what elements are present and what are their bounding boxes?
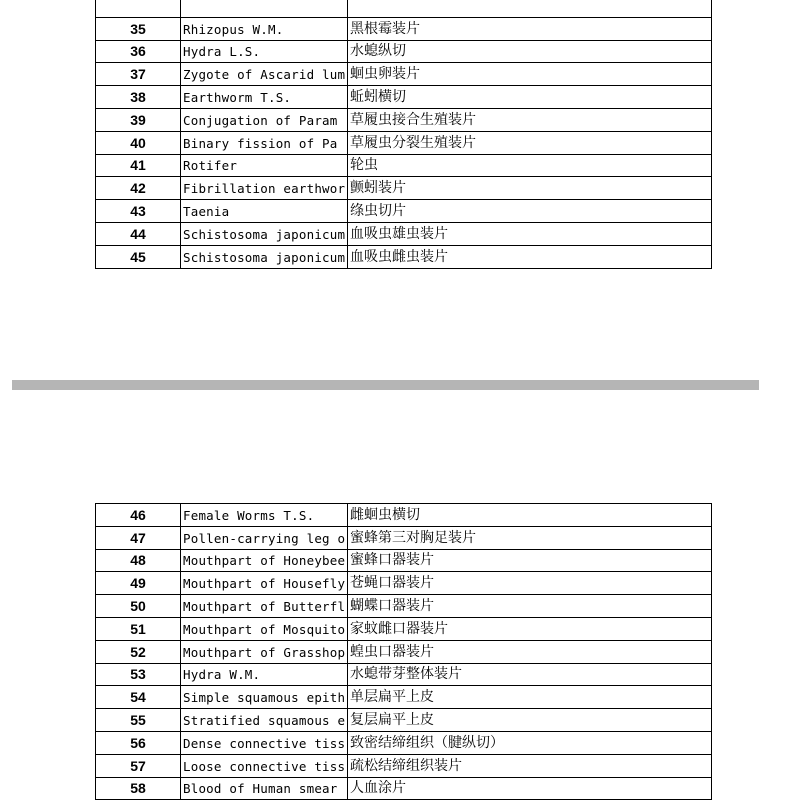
table-row: [96, 504, 712, 527]
row-number: 49: [96, 572, 181, 595]
table-row: [96, 709, 712, 732]
specimen-table-top: [95, 0, 712, 269]
english-name: Zygote of Ascarid lum: [181, 63, 348, 86]
row-number: 40: [96, 131, 181, 154]
row-number: 48: [96, 549, 181, 572]
table-row: [96, 177, 712, 200]
english-name: Mouthpart of Housefly: [181, 572, 348, 595]
english-name: Stratified squamous e: [181, 709, 348, 732]
row-number: 52: [96, 640, 181, 663]
row-number: 43: [96, 200, 181, 223]
english-name: Earthworm T.S.: [181, 86, 348, 109]
specimen-table-bottom: [95, 503, 712, 800]
divider-bar: [12, 380, 759, 390]
chinese-name: 绦虫切片: [348, 200, 712, 223]
row-number: 53: [96, 663, 181, 686]
english-name: Mouthpart of Grasshop: [181, 640, 348, 663]
table-body: [96, 504, 712, 800]
row-number: 39: [96, 108, 181, 131]
row-number: 41: [96, 154, 181, 177]
table-row: [96, 526, 712, 549]
row-number: 56: [96, 731, 181, 754]
chinese-name: 苍蝇口器装片: [348, 572, 712, 595]
table-body: [96, 0, 712, 268]
english-name: Schistosoma japonicum: [181, 222, 348, 245]
chinese-name: 蜜蜂口器装片: [348, 549, 712, 572]
english-name: Dense connective tiss: [181, 731, 348, 754]
table-row: [96, 640, 712, 663]
table-row: [96, 617, 712, 640]
table-row: [96, 222, 712, 245]
chinese-name: 人血涂片: [348, 777, 712, 800]
table-row: [96, 131, 712, 154]
row-number: 35: [96, 17, 181, 40]
english-name: Mouthpart of Honeybee: [181, 549, 348, 572]
chinese-name: [348, 0, 712, 17]
chinese-name: 轮虫: [348, 154, 712, 177]
table-row: [96, 86, 712, 109]
english-name: Taenia: [181, 200, 348, 223]
chinese-name: 水螅纵切: [348, 40, 712, 63]
english-name: Hydra L.S.: [181, 40, 348, 63]
table-row: [96, 63, 712, 86]
table-row: [96, 777, 712, 800]
english-name: Fibrillation earthwor: [181, 177, 348, 200]
row-number: 54: [96, 686, 181, 709]
chinese-name: 草履虫接合生殖装片: [348, 108, 712, 131]
row-number: 36: [96, 40, 181, 63]
chinese-name: 颤蚓装片: [348, 177, 712, 200]
row-number: 47: [96, 526, 181, 549]
table-row: [96, 686, 712, 709]
chinese-name: 单层扁平上皮: [348, 686, 712, 709]
chinese-name: 家蚊雌口器装片: [348, 617, 712, 640]
row-number: 37: [96, 63, 181, 86]
english-name: Female Worms T.S.: [181, 504, 348, 527]
chinese-name: 血吸虫雄虫装片: [348, 222, 712, 245]
english-name: Conjugation of Param: [181, 108, 348, 131]
chinese-name: 复层扁平上皮: [348, 709, 712, 732]
english-name: Rhizopus W.M.: [181, 17, 348, 40]
english-name: Schistosoma japonicum: [181, 245, 348, 268]
table-row: [96, 595, 712, 618]
table-row: [96, 40, 712, 63]
chinese-name: 黑根霉装片: [348, 17, 712, 40]
english-name: Pollen-carrying leg o: [181, 526, 348, 549]
row-number: 38: [96, 86, 181, 109]
row-number: [96, 0, 181, 17]
chinese-name: 草履虫分裂生殖装片: [348, 131, 712, 154]
row-number: 46: [96, 504, 181, 527]
chinese-name: 蚯蚓横切: [348, 86, 712, 109]
row-number: 58: [96, 777, 181, 800]
chinese-name: 水螅带芽整体装片: [348, 663, 712, 686]
chinese-name: 蝗虫口器装片: [348, 640, 712, 663]
english-name: Mouthpart of Mosquito: [181, 617, 348, 640]
table-row: [96, 663, 712, 686]
table-row: [96, 731, 712, 754]
chinese-name: 蝴蝶口器装片: [348, 595, 712, 618]
english-name: [181, 0, 348, 17]
english-name: Simple squamous epith: [181, 686, 348, 709]
row-number: 55: [96, 709, 181, 732]
english-name: Hydra W.M.: [181, 663, 348, 686]
english-name: Rotifer: [181, 154, 348, 177]
chinese-name: 雌蛔虫横切: [348, 504, 712, 527]
row-number: 51: [96, 617, 181, 640]
table-row: [96, 200, 712, 223]
row-number: 50: [96, 595, 181, 618]
table-row: [96, 0, 712, 17]
table-row: [96, 154, 712, 177]
english-name: Loose connective tiss: [181, 754, 348, 777]
chinese-name: 致密结缔组织（腱纵切）: [348, 731, 712, 754]
row-number: 45: [96, 245, 181, 268]
row-number: 42: [96, 177, 181, 200]
chinese-name: 蛔虫卵装片: [348, 63, 712, 86]
table-row: [96, 17, 712, 40]
table-row: [96, 754, 712, 777]
english-name: Mouthpart of Butterfl: [181, 595, 348, 618]
table-row: [96, 245, 712, 268]
chinese-name: 血吸虫雌虫装片: [348, 245, 712, 268]
row-number: 57: [96, 754, 181, 777]
english-name: Blood of Human smear: [181, 777, 348, 800]
table-row: [96, 572, 712, 595]
chinese-name: 蜜蜂第三对胸足装片: [348, 526, 712, 549]
chinese-name: 疏松结缔组织装片: [348, 754, 712, 777]
table-row: [96, 108, 712, 131]
english-name: Binary fission of Pa: [181, 131, 348, 154]
table-row: [96, 549, 712, 572]
row-number: 44: [96, 222, 181, 245]
